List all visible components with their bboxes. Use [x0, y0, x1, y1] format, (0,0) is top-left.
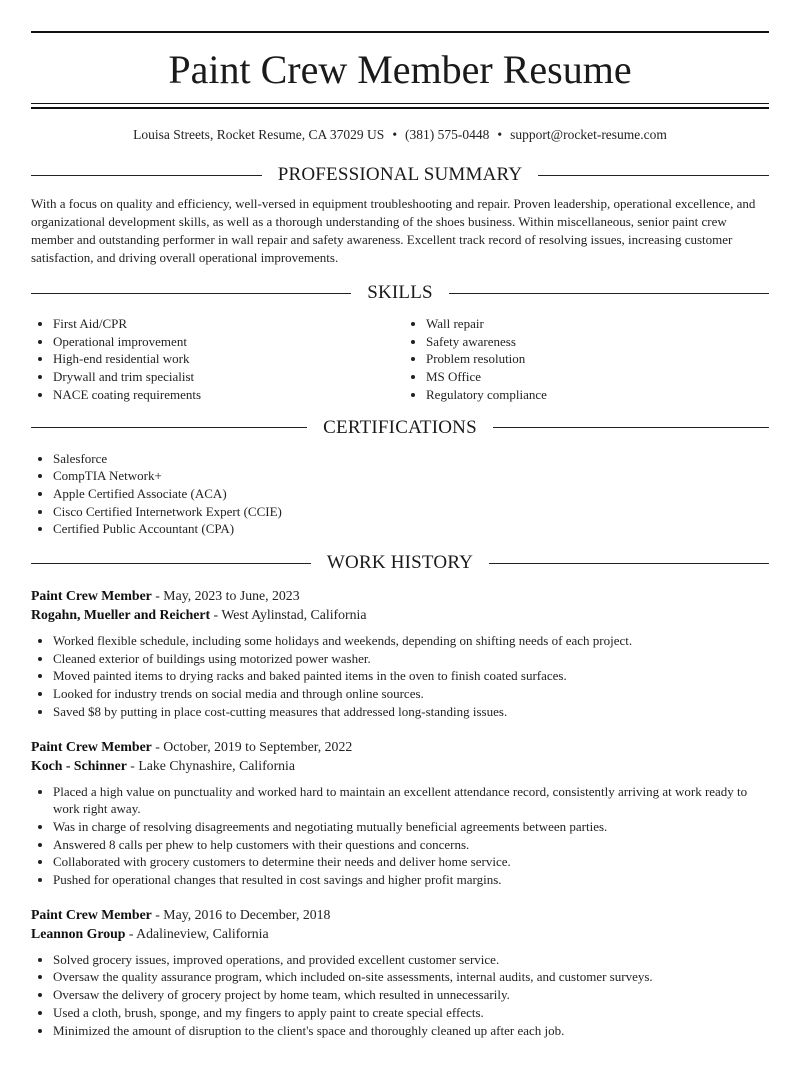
list-item: • Drywall and trim specialist — [53, 368, 396, 386]
job-bullets — [31, 783, 769, 889]
title-rule-thick — [31, 107, 769, 109]
job-entry — [31, 737, 769, 889]
divider — [31, 563, 311, 564]
list-item: • Answered 8 calls per phew to help customers with their questions and concerns. — [53, 836, 769, 854]
divider — [493, 427, 769, 428]
resume-title: Paint Crew Member Resume — [168, 47, 632, 92]
job-title-line — [31, 905, 769, 924]
divider — [31, 427, 307, 428]
job-entry — [31, 905, 769, 1040]
section-title: CERTIFICATIONS — [323, 416, 477, 438]
skills-columns — [31, 315, 769, 404]
work-history — [31, 586, 769, 1039]
job-title-line — [31, 737, 769, 756]
list-item: • Certified Public Accountant (CPA) — [53, 520, 769, 538]
job-location: - Adalineview, California — [125, 925, 269, 941]
job-title: Paint Crew Member — [31, 588, 152, 604]
list-item: • Operational improvement — [53, 333, 396, 351]
skills-list-right — [396, 315, 769, 404]
contact-line — [31, 126, 769, 144]
list-item: • Was in charge of resolving disagreements and negotiating mutually beneficial agreements between parties. — [53, 818, 769, 836]
list-item: • Looked for industry trends on social media and through online sources. — [53, 685, 769, 703]
section-title: WORK HISTORY — [326, 552, 474, 574]
job-bullets — [31, 632, 769, 721]
list-item: • Collaborated with grocery customers to determine their needs and deliver home service. — [53, 853, 769, 871]
list-item: • NACE coating requirements — [53, 386, 396, 404]
contact-email[interactable]: support@rocket-resume.com — [510, 127, 667, 142]
job-location: - West Aylinstad, California — [210, 607, 367, 623]
job-company: Leannon Group — [31, 925, 126, 941]
job-location: - Lake Chynashire, California — [126, 757, 296, 773]
list-item: • Cleaned exterior of buildings using motorized power washer. — [53, 650, 769, 668]
section-header-work — [31, 551, 769, 575]
divider — [538, 175, 769, 176]
list-item: • CompTIA Network+ — [53, 467, 769, 485]
list-item: • Placed a high value on punctuality and worked hard to maintain an excellent attendance record, consistently arriving at work ready to work right away. — [53, 783, 769, 818]
job-dates: - October, 2019 to September, 2022 — [151, 738, 353, 754]
divider — [31, 175, 262, 176]
job-title: Paint Crew Member — [31, 738, 152, 754]
list-item: • Oversaw the quality assurance program, which included on-site assessments, internal audits, and customer surveys. — [53, 968, 769, 986]
section-header-certifications — [31, 416, 769, 440]
contact-phone: (381) 575-0448 — [405, 127, 490, 142]
separator: • — [392, 127, 398, 142]
list-item: • Solved grocery issues, improved operations, and provided excellent customer service. — [53, 951, 769, 969]
skills-list-left — [31, 315, 396, 404]
list-item: • Apple Certified Associate (ACA) — [53, 485, 769, 503]
list-item: • Used a cloth, brush, sponge, and my fingers to apply paint to create special effects. — [53, 1004, 769, 1022]
job-company: Rogahn, Mueller and Reichert — [31, 607, 211, 623]
list-item: • Problem resolution — [426, 350, 769, 368]
divider — [489, 563, 769, 564]
divider — [31, 293, 351, 294]
section-title: PROFESSIONAL SUMMARY — [277, 164, 523, 185]
list-item: • Cisco Certified Internetwork Expert (CCIE) — [53, 503, 769, 521]
list-item: • Minimized the amount of disruption to the client's space and thoroughly cleaned up after each job. — [53, 1022, 769, 1040]
job-company-line — [31, 924, 769, 943]
section-header-skills — [31, 281, 769, 305]
list-item: • Regulatory compliance — [426, 386, 769, 404]
summary-text: With a focus on quality and efficiency, well-versed in equipment troubleshooting and repair. Proven leadership, operational excellence, and organizational development skills, as well as a thorough understanding of the shoes business. Within miscellaneous, senior paint crew member and outstanding performer in wall repair and safety awareness. Excellent track record of resolving issues, increasing customer satisfaction, and driving overall operational improvements. — [31, 196, 756, 265]
divider — [449, 293, 769, 294]
title-rule-thin — [31, 103, 769, 104]
job-title: Paint Crew Member — [31, 906, 152, 922]
list-item: • Worked flexible schedule, including some holidays and weekends, depending on shifting needs of each project. — [53, 632, 769, 650]
job-company-line — [31, 756, 769, 775]
job-dates: - May, 2016 to December, 2018 — [151, 906, 331, 922]
list-item: • Safety awareness — [426, 333, 769, 351]
job-entry — [31, 586, 769, 721]
contact-address: Louisa Streets, Rocket Resume, CA 37029 US — [133, 127, 385, 142]
list-item: • Pushed for operational changes that resulted in cost savings and higher profit margins. — [53, 871, 769, 889]
resume-page — [0, 31, 800, 1039]
list-item: • Saved $8 by putting in place cost-cutting measures that addressed long-standing issues. — [53, 703, 769, 721]
list-item: • Moved painted items to drying racks and baked painted items in the oven to finish coated surfaces. — [53, 667, 769, 685]
job-title-line — [31, 586, 769, 605]
list-item: • Oversaw the delivery of grocery project by home team, which resulted in unnecessarily. — [53, 986, 769, 1004]
certifications-list — [31, 450, 769, 539]
separator: • — [497, 127, 503, 142]
section-title: SKILLS — [367, 282, 433, 303]
list-item: • First Aid/CPR — [53, 315, 396, 333]
list-item: • High-end residential work — [53, 350, 396, 368]
list-item: • Wall repair — [426, 315, 769, 333]
job-bullets — [31, 951, 769, 1040]
job-company-line — [31, 605, 769, 624]
job-company: Koch - Schinner — [31, 757, 127, 773]
section-header-summary — [31, 163, 769, 187]
list-item: • MS Office — [426, 368, 769, 386]
list-item: • Salesforce — [53, 450, 769, 468]
job-dates: - May, 2023 to June, 2023 — [151, 588, 300, 604]
